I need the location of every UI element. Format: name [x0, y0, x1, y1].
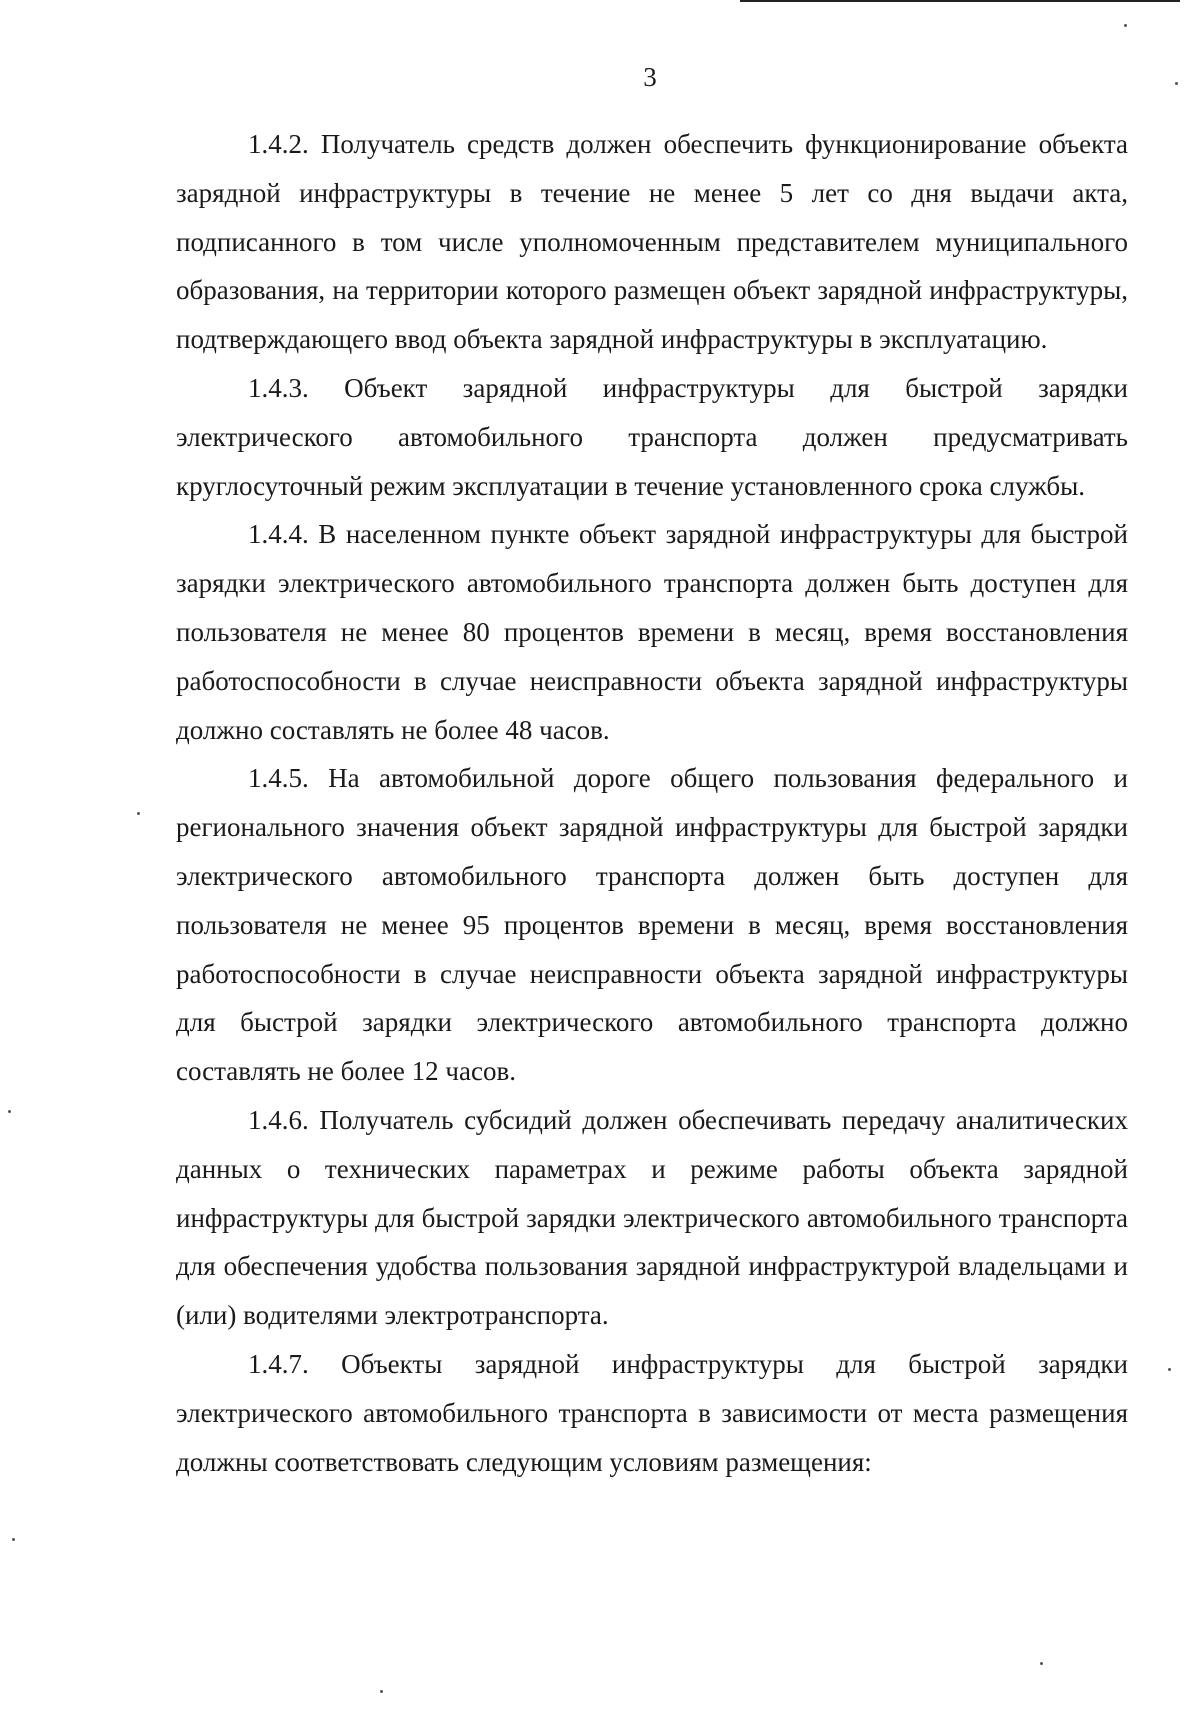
paragraph-1-4-2: 1.4.2. Получатель средств должен обеспечить функционирование объекта зарядной инфраструктуры в течение не менее 5 лет со дня выдачи акта, подписанного в том числе уполномоченным представителем муниципального образования, на территории которого размещен объект зарядной инфраструктуры, подтверждающего ввод объекта зарядной инфраструктуры в эксплуатацию.	[176, 129, 1128, 355]
paragraph-1-4-6: 1.4.6. Получатель субсидий должен обеспечивать передачу аналитических данных о технических параметрах и режиме работы объекта зарядной инфраструктуры для быстрой зарядки электрического автомобильного транспорта для обеспечения удобства пользования зарядной инфраструктурой владельцами и (или) водителями электротранспорта.	[176, 1104, 1128, 1331]
scan-speck	[1175, 82, 1178, 85]
top-border-line	[740, 0, 1180, 2]
paragraph-1-4-7: 1.4.7. Объекты зарядной инфраструктуры для быстрой зарядки электрического автомобильного транспорта в зависимости от места размещения должны соответствовать следующим условиям размещения:	[176, 1348, 1128, 1477]
scan-speck	[8, 1110, 11, 1113]
paragraph-1-4-3: 1.4.3. Объект зарядной инфраструктуры для быстрой зарядки электрического автомобильного транспорта должен предусматривать круглосуточный режим эксплуатации в течение установленного срока службы.	[176, 372, 1128, 501]
scan-speck	[1124, 24, 1127, 27]
scan-speck	[1168, 1368, 1171, 1371]
page-number: 3	[643, 62, 657, 92]
scan-speck	[12, 1538, 15, 1541]
scan-speck	[1040, 1662, 1043, 1665]
paragraph-1-4-5: 1.4.5. На автомобильной дороге общего пользования федерального и регионального значения объект зарядной инфраструктуры для быстрой зарядки электрического автомобильного транспорта должен быть доступен для пользователя не менее 95 процентов времени в месяц, время восстановления работоспособности в случае неисправности объекта зарядной инфраструктуры для быстрой зарядки электрического автомобильного транспорта должно составлять не более 12 часов.	[176, 763, 1128, 1087]
scan-speck	[137, 812, 140, 815]
paragraph-1-4-4: 1.4.4. В населенном пункте объект зарядной инфраструктуры для быстрой зарядки электрического автомобильного транспорта должен быть доступен для пользователя не менее 80 процентов времени в месяц, время восстановления работоспособности в случае неисправности объекта зарядной инфраструктуры должно составлять не более 48 часов.	[176, 519, 1128, 745]
document-body	[176, 120, 1128, 1486]
scan-speck	[380, 1690, 383, 1693]
